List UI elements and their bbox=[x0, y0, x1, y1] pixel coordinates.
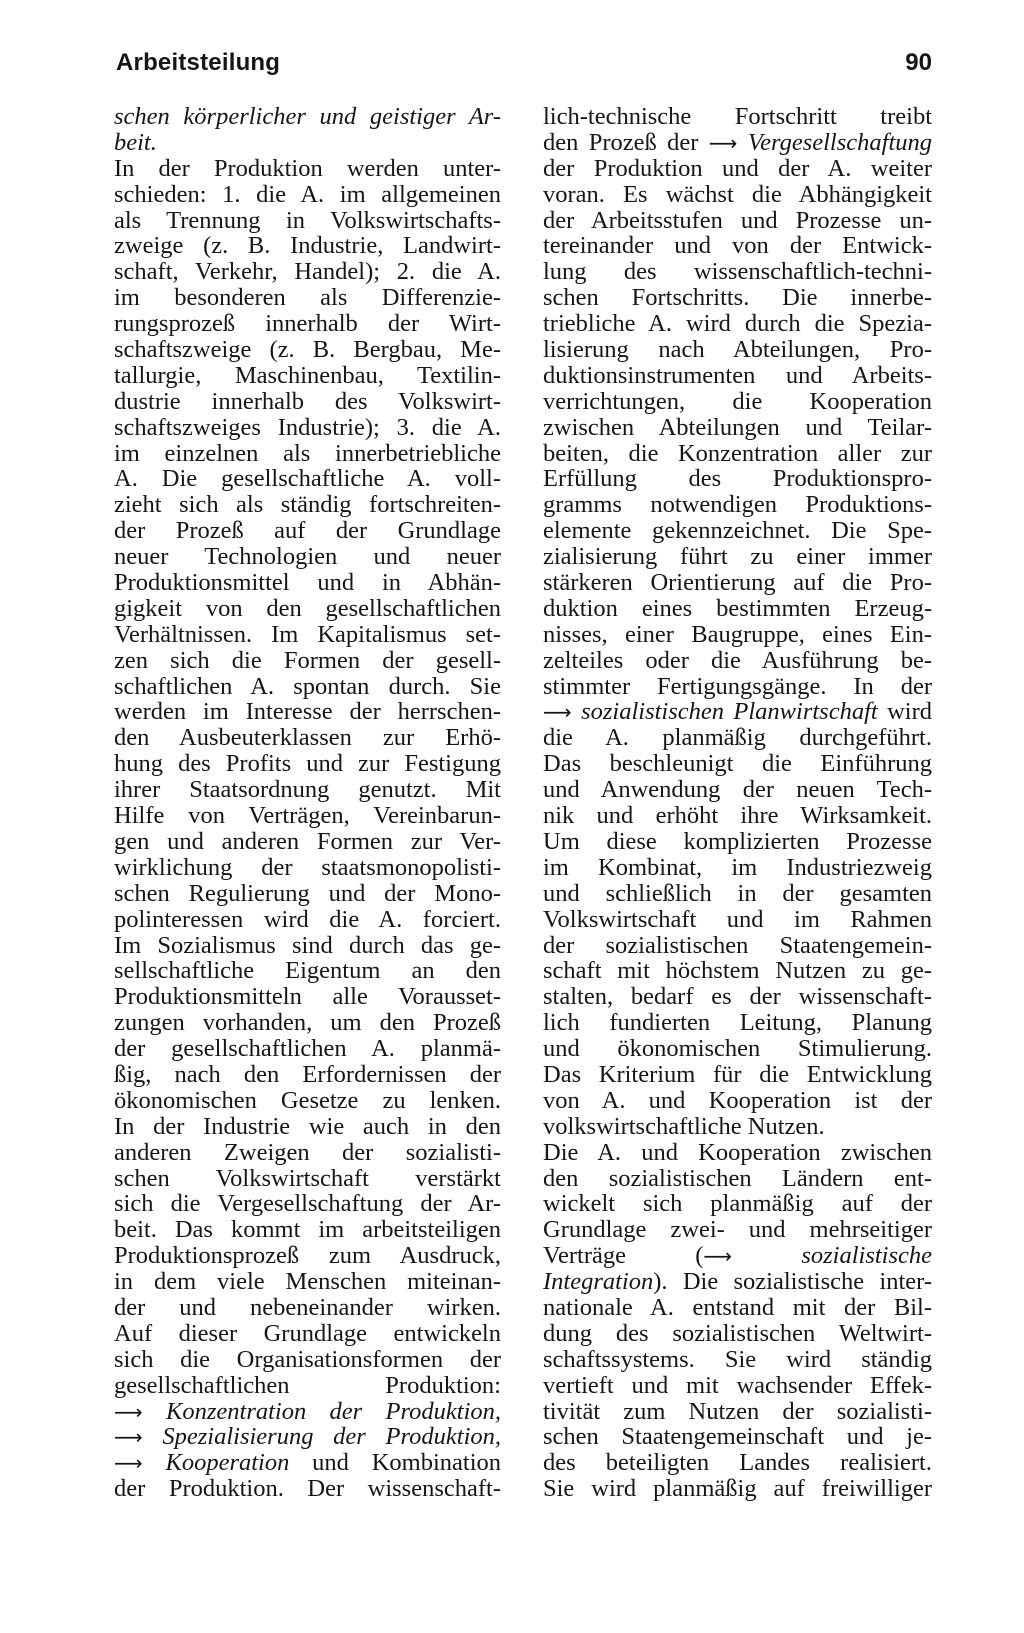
text-line: sich die Vergesellschaftung der Ar- bbox=[114, 1191, 501, 1218]
text-line: schaftlichen A. spontan durch. Sie bbox=[114, 673, 501, 700]
cross-reference-line: den Prozeß der ⟶ Vergesellschaftung bbox=[543, 129, 932, 156]
text-line: duktion eines bestimmten Erzeug- bbox=[543, 595, 932, 622]
text-line: Um diese komplizierten Prozesse bbox=[543, 828, 932, 855]
text-column-left bbox=[114, 104, 501, 1502]
cross-reference-line bbox=[114, 1424, 501, 1450]
text-line: Auf dieser Grundlage entwickeln bbox=[114, 1320, 501, 1347]
cross-reference-line: ⟶ sozialistischen Planwirtschaft wird bbox=[543, 699, 932, 726]
cross-reference-line bbox=[114, 1399, 501, 1425]
text-line: von A. und Kooperation ist der bbox=[543, 1087, 932, 1114]
text-line: volkswirtschaftliche Nutzen. bbox=[543, 1113, 825, 1140]
text-line: zwischen Abteilungen und Teilar- bbox=[543, 414, 932, 441]
text-line: den sozialistischen Ländern ent- bbox=[543, 1165, 932, 1192]
text-line: gramms notwendigen Produktions- bbox=[543, 492, 932, 519]
text-line: und schließlich in der gesamten bbox=[543, 880, 932, 907]
text-line: zieht sich als ständig fortschreiten- bbox=[114, 492, 501, 519]
text-line: gigkeit von den gesellschaftlichen bbox=[114, 595, 501, 622]
cross-reference-link[interactable]: sozialistischen Planwirtschaft bbox=[581, 699, 878, 726]
text-line: dung des sozialistischen Weltwirt- bbox=[543, 1320, 932, 1347]
cross-reference-line: ⟶ Kooperation und Kombination bbox=[114, 1450, 501, 1477]
text-line: Verhältnissen. Im Kapitalismus set- bbox=[114, 621, 501, 648]
text-line: triebliche A. wird durch die Spezia- bbox=[543, 311, 932, 338]
text-line: stärkeren Orientierung auf die Pro- bbox=[543, 570, 932, 596]
text-line: die A. planmäßig durchgeführt. bbox=[543, 725, 932, 752]
text-line: und Anwendung der neuen Tech- bbox=[543, 777, 932, 804]
text-line: werden im Interesse der herrschen- bbox=[114, 699, 501, 726]
text-line: In der Produktion werden unter- bbox=[114, 155, 501, 182]
cross-reference-link[interactable]: sozialistische bbox=[801, 1243, 932, 1270]
text-line: hung des Profits und zur Festigung bbox=[114, 751, 501, 778]
text-line: anderen Zweigen der sozialisti- bbox=[114, 1139, 501, 1166]
text-line: als Trennung in Volkswirtschafts- bbox=[114, 207, 501, 234]
text-line: Produktionsmittel und in Abhän- bbox=[114, 570, 501, 596]
text-line: zelteiles oder die Ausführung be- bbox=[543, 647, 932, 674]
text-line: schaftssystems. Sie wird ständig bbox=[543, 1346, 932, 1373]
running-head: Arbeitsteilung bbox=[116, 49, 281, 76]
text-line: Im Sozialismus sind durch das ge- bbox=[114, 932, 501, 959]
text-line: gesellschaftlichen Produktion: bbox=[114, 1372, 501, 1399]
text-line: zweige (z. B. Industrie, Landwirt- bbox=[114, 233, 501, 260]
text-line: schen körperlicher und geistiger Ar- bbox=[114, 104, 501, 130]
text-line: voran. Es wächst die Abhängigkeit bbox=[543, 181, 932, 208]
text-line: schieden: 1. die A. im allgemeinen bbox=[114, 181, 501, 208]
text-line: schen Regulierung und der Mono- bbox=[114, 880, 501, 907]
text-line: lung des wissenschaftlich-techni- bbox=[543, 259, 932, 286]
text-line: der Arbeitsstufen und Prozesse un- bbox=[543, 207, 932, 234]
text-line: in dem viele Menschen miteinan- bbox=[114, 1269, 501, 1295]
cross-reference-line: Integration). Die sozialistische inter- bbox=[543, 1269, 932, 1295]
text-line: rungsprozeß innerhalb der Wirt- bbox=[114, 311, 501, 338]
text-line: der sozialistischen Staatengemein- bbox=[543, 932, 932, 959]
arrow-right-icon: ⟶ bbox=[114, 1399, 143, 1424]
text-line: vertieft und mit wachsender Effek- bbox=[543, 1372, 932, 1399]
text-line: zialisierung führt zu einer immer bbox=[543, 544, 932, 571]
cross-reference-link[interactable]: Konzentration der Produktion, bbox=[166, 1398, 501, 1425]
text-line: schen Fortschritts. Die innerbe- bbox=[543, 285, 932, 312]
text-line: stimmter Fertigungsgänge. In der bbox=[543, 673, 932, 700]
cross-reference-link[interactable]: Vergesellschaftung bbox=[747, 129, 932, 156]
text-line: lich-technische Fortschritt treibt bbox=[543, 104, 932, 130]
text-column-right bbox=[543, 104, 932, 1502]
text-line: Das Kriterium für die Entwicklung bbox=[543, 1061, 932, 1088]
arrow-right-icon: ⟶ bbox=[114, 1451, 143, 1476]
text-line: schen Volkswirtschaft verstärkt bbox=[114, 1165, 501, 1192]
text-line: schaft, Verkehr, Handel); 2. die A. bbox=[114, 259, 501, 286]
text-line: der gesellschaftlichen A. planmä- bbox=[114, 1036, 501, 1062]
text-line: des beteiligten Landes realisiert. bbox=[543, 1450, 932, 1477]
text-line: der Produktion. Der wissenschaft- bbox=[114, 1476, 501, 1503]
text-line: Produktionsmitteln alle Vorausset- bbox=[114, 984, 501, 1011]
text-line: schaftszweige (z. B. Bergbau, Me- bbox=[114, 337, 501, 363]
text-line: zen sich die Formen der gesell- bbox=[114, 647, 501, 674]
text-line: im Kombinat, im Industriezweig bbox=[543, 854, 932, 881]
text-line: der und nebeneinander wirken. bbox=[114, 1294, 501, 1321]
cross-reference-link[interactable]: Spezialisierung der Produktion, bbox=[162, 1424, 501, 1451]
text-line: sich die Organisationsformen der bbox=[114, 1346, 501, 1373]
text-line: Grundlage zwei- und mehrseitiger bbox=[543, 1217, 932, 1244]
text-line: tereinander und von der Entwick- bbox=[543, 233, 932, 260]
text-line: im einzelnen als innerbetriebliche bbox=[114, 440, 501, 467]
text-line: Sie wird planmäßig auf freiwilliger bbox=[543, 1476, 932, 1503]
arrow-right-icon: ⟶ bbox=[703, 1244, 733, 1269]
arrow-right-icon: ⟶ bbox=[708, 130, 738, 155]
text-line: verrichtungen, die Kooperation bbox=[543, 388, 932, 415]
text-line: nik und erhöht ihre Wirksamkeit. bbox=[543, 803, 932, 829]
text-line: nationale A. entstand mit der Bil- bbox=[543, 1294, 932, 1321]
text-line: beit. bbox=[114, 129, 157, 156]
text-line: sellschaftliche Eigentum an den bbox=[114, 958, 501, 985]
text-line: Hilfe von Verträgen, Vereinbarun- bbox=[114, 803, 501, 829]
page-number: 90 bbox=[905, 49, 932, 76]
text-line: schaftszweiges Industrie); 3. die A. bbox=[114, 414, 501, 441]
text-line: wirklichung der staatsmonopolisti- bbox=[114, 854, 501, 881]
text-line: lich fundierten Leitung, Planung bbox=[543, 1010, 932, 1037]
cross-reference-link[interactable]: Kooperation bbox=[165, 1450, 290, 1477]
text-line: wickelt sich planmäßig auf der bbox=[543, 1191, 932, 1218]
cross-reference-link[interactable]: Integration bbox=[543, 1269, 654, 1295]
text-line: Erfüllung des Produktionspro- bbox=[543, 466, 932, 493]
text-line: dustrie innerhalb des Volkswirt- bbox=[114, 388, 501, 415]
text-line: Die A. und Kooperation zwischen bbox=[543, 1139, 932, 1166]
text-line: stalten, bedarf es der wissenschaft- bbox=[543, 984, 932, 1011]
text-line: beiten, die Konzentration aller zur bbox=[543, 440, 932, 467]
text-line: im besonderen als Differenzie- bbox=[114, 285, 501, 312]
text-line: ökonomischen Gesetze zu lenken. bbox=[114, 1087, 501, 1114]
text-line: schen Staatengemeinschaft und je- bbox=[543, 1424, 932, 1451]
text-line: Das beschleunigt die Einführung bbox=[543, 751, 932, 778]
text-line: beit. Das kommt im arbeitsteiligen bbox=[114, 1217, 501, 1244]
text-line: gen und anderen Formen zur Ver- bbox=[114, 828, 501, 855]
text-line: ßig, nach den Erfordernissen der bbox=[114, 1061, 501, 1088]
text-line: ihrer Staatsordnung genutzt. Mit bbox=[114, 777, 501, 804]
text-line: In der Industrie wie auch in den bbox=[114, 1113, 501, 1140]
text-line: schaft mit höchstem Nutzen zu ge- bbox=[543, 958, 932, 985]
text-line: zungen vorhanden, um den Prozeß bbox=[114, 1010, 501, 1037]
text-line: den Ausbeuterklassen zur Erhö- bbox=[114, 725, 501, 752]
text-line: nisses, einer Baugruppe, eines Ein- bbox=[543, 621, 932, 648]
text-line: und ökonomischen Stimulierung. bbox=[543, 1036, 932, 1062]
text-line: duktionsinstrumenten und Arbeits- bbox=[543, 362, 932, 389]
arrow-right-icon: ⟶ bbox=[114, 1425, 143, 1450]
text-line: A. Die gesellschaftliche A. voll- bbox=[114, 466, 501, 493]
text-line: der Prozeß auf der Grundlage bbox=[114, 518, 501, 545]
cross-reference-line: Verträge (⟶ sozialistische bbox=[543, 1243, 932, 1269]
text-line: elemente gekennzeichnet. Die Spe- bbox=[543, 518, 932, 545]
arrow-right-icon: ⟶ bbox=[543, 700, 572, 725]
text-line: neuer Technologien und neuer bbox=[114, 544, 501, 571]
text-line: lisierung nach Abteilungen, Pro- bbox=[543, 337, 932, 363]
text-line: Volkswirtschaft und im Rahmen bbox=[543, 906, 932, 933]
text-line: polinteressen wird die A. forciert. bbox=[114, 906, 501, 933]
text-line: Produktionsprozeß zum Ausdruck, bbox=[114, 1243, 501, 1270]
text-line: tallurgie, Maschinenbau, Textilin- bbox=[114, 362, 501, 389]
text-line: der Produktion und der A. weiter bbox=[543, 155, 932, 182]
text-line: tivität zum Nutzen der sozialisti- bbox=[543, 1398, 932, 1425]
